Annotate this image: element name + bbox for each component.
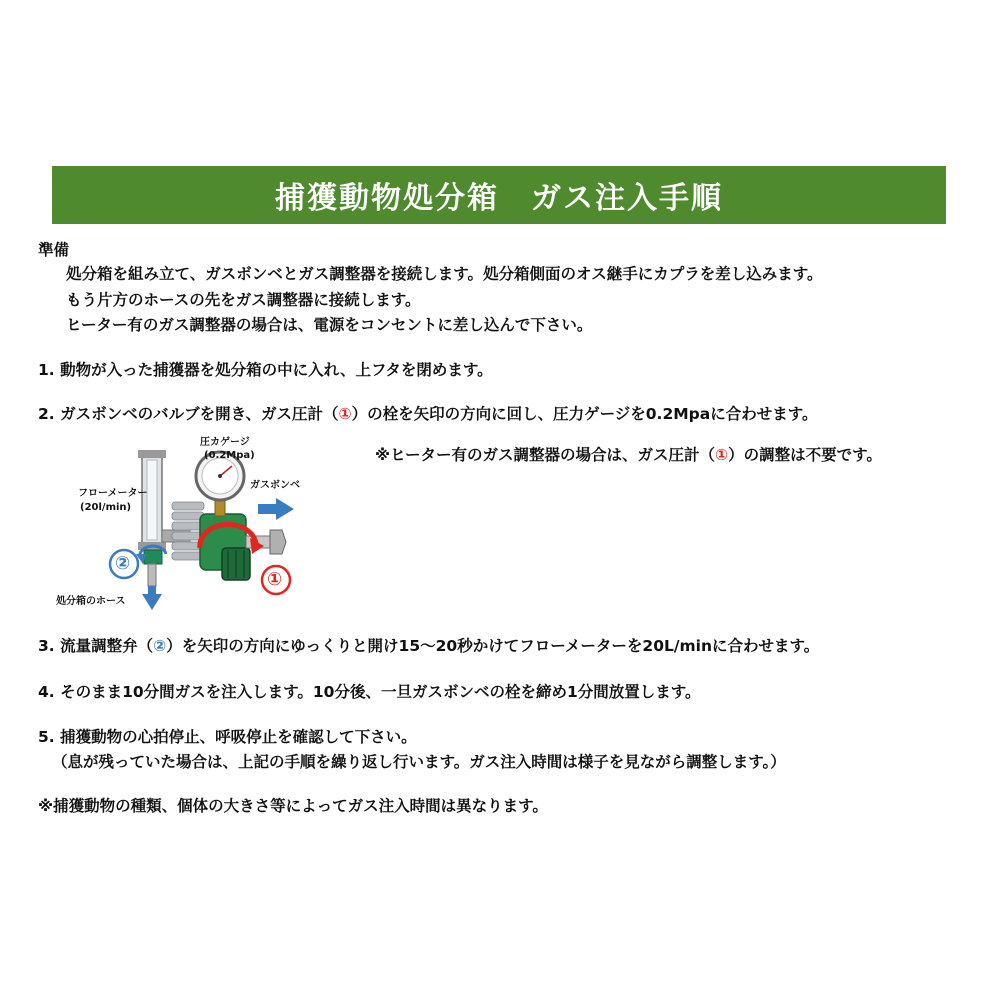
title-banner bbox=[52, 166, 946, 224]
prep-line-2: もう片方のホースの先をガス調整器に接続します。 bbox=[66, 291, 421, 309]
hose-label: 処分箱のホース bbox=[56, 596, 126, 607]
flowmeter-label: フローメーター bbox=[78, 488, 148, 499]
step-2-text-a: 2. ガスボンベのバルブを開き、ガス圧計（ bbox=[38, 405, 339, 423]
prep-line-3: ヒーター有のガス調整器の場合は、電源をコンセントに差し込んで下さい。 bbox=[66, 316, 593, 334]
footer-note: ※捕獲動物の種類、個体の大きさ等によってガス注入時間は異なります。 bbox=[38, 797, 548, 815]
heater-note-text-a: ※ヒーター有のガス調整器の場合は、ガス圧計（ bbox=[375, 446, 715, 464]
step-4: 4. そのまま10分間ガスを注入します。10分後、一旦ガスボンベの栓を締め1分間放置します。 bbox=[38, 683, 701, 701]
step-1: 1. 動物が入った捕獲器を処分箱の中に入れ、上フタを閉めます。 bbox=[38, 361, 493, 379]
step-5-note: （息が残っていた場合は、上記の手順を繰り返し行います。ガス注入時間は様子を見ながら調整します。） bbox=[52, 753, 786, 771]
flowmeter-value: (20l/min) bbox=[80, 502, 132, 513]
prep-line-1: 処分箱を組み立て、ガスボンベとガス調整器を接続します。処分箱側面のオス継手にカプラを差し込みます。 bbox=[66, 265, 823, 283]
heater-note bbox=[375, 445, 882, 465]
page-title: 捕獲動物処分箱 ガス注入手順 bbox=[275, 181, 723, 216]
step-3-text-b: ）を矢印の方向にゆっくりと開け15～20秒かけてフローメーターを20L/minに合わせます。 bbox=[166, 637, 820, 655]
step-3 bbox=[38, 636, 819, 656]
step-2 bbox=[38, 404, 817, 424]
step-2-text-b: ）の栓を矢印の方向に回し、圧力ゲージを0.2Mpaに合わせます。 bbox=[351, 405, 818, 423]
step-3-text-a: 3. 流量調整弁（ bbox=[38, 637, 154, 655]
hose-arrow-icon bbox=[142, 594, 162, 610]
marker-1: ① bbox=[267, 569, 283, 590]
heater-note-text-b: ）の調整は不要です。 bbox=[728, 446, 882, 464]
step-3-marker: ② bbox=[153, 637, 167, 655]
gauge-value: (0.2Mpa) bbox=[204, 450, 255, 461]
heater-note-marker: ① bbox=[714, 446, 729, 464]
prep-heading: 準備 bbox=[38, 241, 70, 259]
marker-2: ② bbox=[115, 553, 131, 574]
flow-valve-knob bbox=[144, 550, 162, 564]
step-5: 5. 捕獲動物の心拍停止、呼吸停止を確認して下さい。 bbox=[38, 728, 417, 746]
cylinder-arrow-icon bbox=[276, 498, 294, 520]
step-2-marker: ① bbox=[338, 405, 352, 423]
regulator-diagram bbox=[50, 430, 380, 620]
gauge-label: 圧カゲージ bbox=[200, 437, 250, 448]
cylinder-label: ガスボンベ bbox=[250, 480, 300, 491]
